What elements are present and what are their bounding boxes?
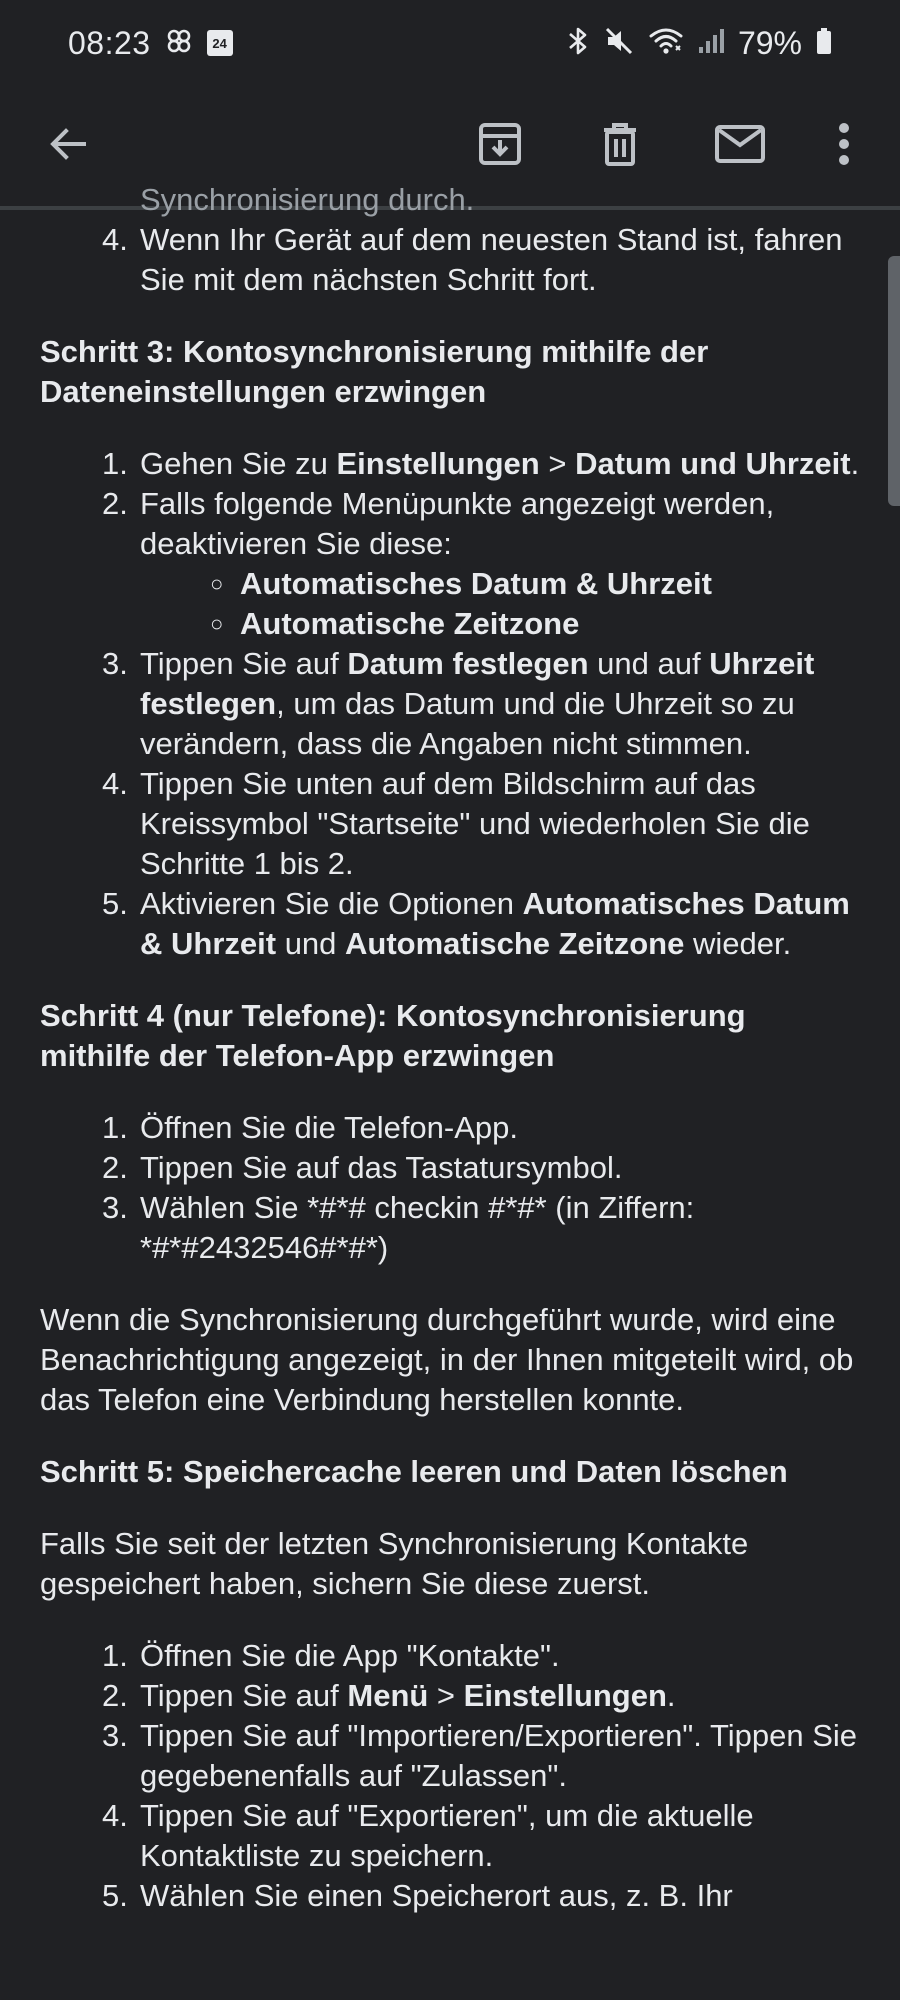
step5-list	[40, 1636, 860, 1916]
archive-button[interactable]	[468, 114, 532, 178]
more-options-button[interactable]	[812, 114, 876, 178]
trash-icon	[598, 120, 642, 173]
scrollbar[interactable]	[888, 256, 900, 506]
signal-icon	[698, 27, 724, 60]
delete-button[interactable]	[588, 114, 652, 178]
bold-text: Einstellungen	[463, 1678, 667, 1713]
text: Tippen Sie auf "Exportieren", um die aktuelle Kontaktliste zu speichern.	[140, 1798, 754, 1873]
text: Tippen Sie auf	[140, 1678, 348, 1713]
text: Gehen Sie zu	[140, 446, 337, 481]
mail-icon	[714, 124, 766, 169]
mark-unread-button[interactable]	[708, 114, 772, 178]
list-text: Wenn Ihr Gerät auf dem neuesten Stand ist, fahren Sie mit dem nächsten Schritt fort.	[140, 222, 843, 297]
bold-text: Menü	[347, 1678, 429, 1713]
bold-text: Automatisches Datum & Uhrzeit	[140, 886, 850, 961]
calendar-icon	[207, 30, 233, 56]
sub-list-item	[40, 604, 860, 644]
list-item	[40, 1676, 860, 1716]
bold-text: Automatische Zeitzone	[240, 606, 580, 641]
list-number: 1.	[102, 1638, 128, 1673]
list-number: 3.	[102, 646, 128, 681]
sync-notice-paragraph: Wenn die Synchronisierung durchgeführt wurde, wird eine Benachrichtigung angezeigt, in der Ihnen mitgeteilt wird, ob das Telefon eine Verbindung herstellen konnte.	[40, 1302, 854, 1417]
text: .	[850, 446, 860, 481]
sub-list-item	[40, 564, 860, 604]
list-item	[40, 644, 860, 764]
text: und	[276, 926, 346, 961]
bold-text: Einstellungen	[336, 446, 540, 481]
list-item	[40, 484, 860, 564]
list-number: 3.	[102, 1190, 128, 1225]
list-item	[40, 220, 860, 300]
bold-text: Automatisches Datum & Uhrzeit	[240, 566, 712, 601]
list-item	[40, 1188, 860, 1268]
back-button[interactable]	[36, 114, 100, 178]
list-number: 2.	[102, 1678, 128, 1713]
step3-heading: Schritt 3: Kontosynchronisierung mithilfe der Dateneinstellungen erzwingen	[40, 334, 709, 409]
text: .	[666, 1678, 676, 1713]
battery-icon	[816, 27, 832, 60]
pinwheel-icon	[165, 27, 193, 60]
bold-text: Automatische Zeitzone	[345, 926, 685, 961]
list-number: 4.	[102, 222, 128, 257]
battery-percent: 79%	[737, 24, 802, 61]
list-item	[40, 1148, 860, 1188]
list-number: 5.	[102, 886, 128, 921]
step5-heading: Schritt 5: Speichercache leeren und Daten löschen	[40, 1454, 788, 1489]
bullet-icon: ○	[210, 571, 224, 596]
step5-intro: Falls Sie seit der letzten Synchronisierung Kontakte gespeichert haben, sichern Sie diese zuerst.	[40, 1526, 749, 1601]
text: Tippen Sie unten auf dem Bildschirm auf das Kreissymbol "Startseite" und wiederholen Sie die Schritte 1 bis 2.	[140, 766, 810, 881]
list-item	[40, 764, 860, 884]
bluetooth-icon	[566, 25, 590, 62]
archive-icon	[476, 120, 524, 173]
step3-list-continued	[40, 644, 860, 964]
list-number: 1.	[102, 446, 128, 481]
list-text: Tippen Sie auf das Tastatursymbol.	[140, 1150, 623, 1185]
text: Tippen Sie auf	[140, 646, 348, 681]
list-text: Öffnen Sie die Telefon-App.	[140, 1110, 519, 1145]
list-number: 4.	[102, 1798, 128, 1833]
bullet-icon: ○	[210, 611, 224, 636]
bold-text: Datum und Uhrzeit	[575, 446, 851, 481]
list-number: 3.	[102, 1718, 128, 1753]
step4-heading: Schritt 4 (nur Telefone): Kontosynchronisierung mithilfe der Telefon-App erzwingen	[40, 998, 746, 1073]
text: >	[539, 446, 576, 481]
list-number: 2.	[102, 486, 128, 521]
text: Falls folgende Menüpunkte angezeigt werden, deaktivieren Sie diese:	[140, 486, 775, 561]
mute-icon	[604, 26, 634, 61]
wifi-icon	[648, 26, 684, 61]
cutoff-text: Synchronisierung durch.	[140, 182, 475, 217]
text: Tippen Sie auf "Importieren/Exportieren". Tippen Sie gegebenenfalls auf "Zulassen".	[140, 1718, 858, 1793]
bold-text: Datum festlegen	[347, 646, 589, 681]
list-item	[40, 1716, 860, 1796]
step2-list	[40, 220, 860, 300]
calendar-day: 24	[212, 36, 227, 51]
text: Aktivieren Sie die Optionen	[140, 886, 523, 921]
list-number: 5.	[102, 1878, 128, 1913]
more-vert-icon	[838, 122, 850, 171]
text: und auf	[588, 646, 710, 681]
list-item	[40, 884, 860, 964]
list-number: 4.	[102, 766, 128, 801]
list-item	[40, 1796, 860, 1876]
list-number: 1.	[102, 1110, 128, 1145]
text: Wählen Sie einen Speicherort aus, z. B. Ihr	[140, 1878, 733, 1913]
text: >	[428, 1678, 464, 1713]
text: wieder.	[684, 926, 792, 961]
list-item	[40, 1108, 860, 1148]
bold-text: Uhrzeit festlegen	[140, 646, 815, 721]
list-number: 2.	[102, 1150, 128, 1185]
step4-list	[40, 1108, 860, 1268]
text: , um das Datum und die Uhrzeit so zu verändern, dass die Angaben nicht stimmen.	[140, 686, 795, 761]
step3-list	[40, 444, 860, 564]
sub-list	[40, 564, 860, 644]
email-body[interactable]	[0, 182, 900, 2000]
text: Öffnen Sie die App "Kontakte".	[140, 1638, 560, 1673]
status-time: 08:23	[68, 24, 151, 61]
list-item	[40, 1636, 860, 1676]
status-bar	[0, 0, 900, 86]
list-item	[40, 444, 860, 484]
list-text: Wählen Sie *#*# checkin #*#* (in Ziffern: *#*#2432546#*#*)	[140, 1190, 695, 1265]
back-arrow-icon	[46, 122, 90, 171]
list-item	[40, 1876, 860, 1916]
